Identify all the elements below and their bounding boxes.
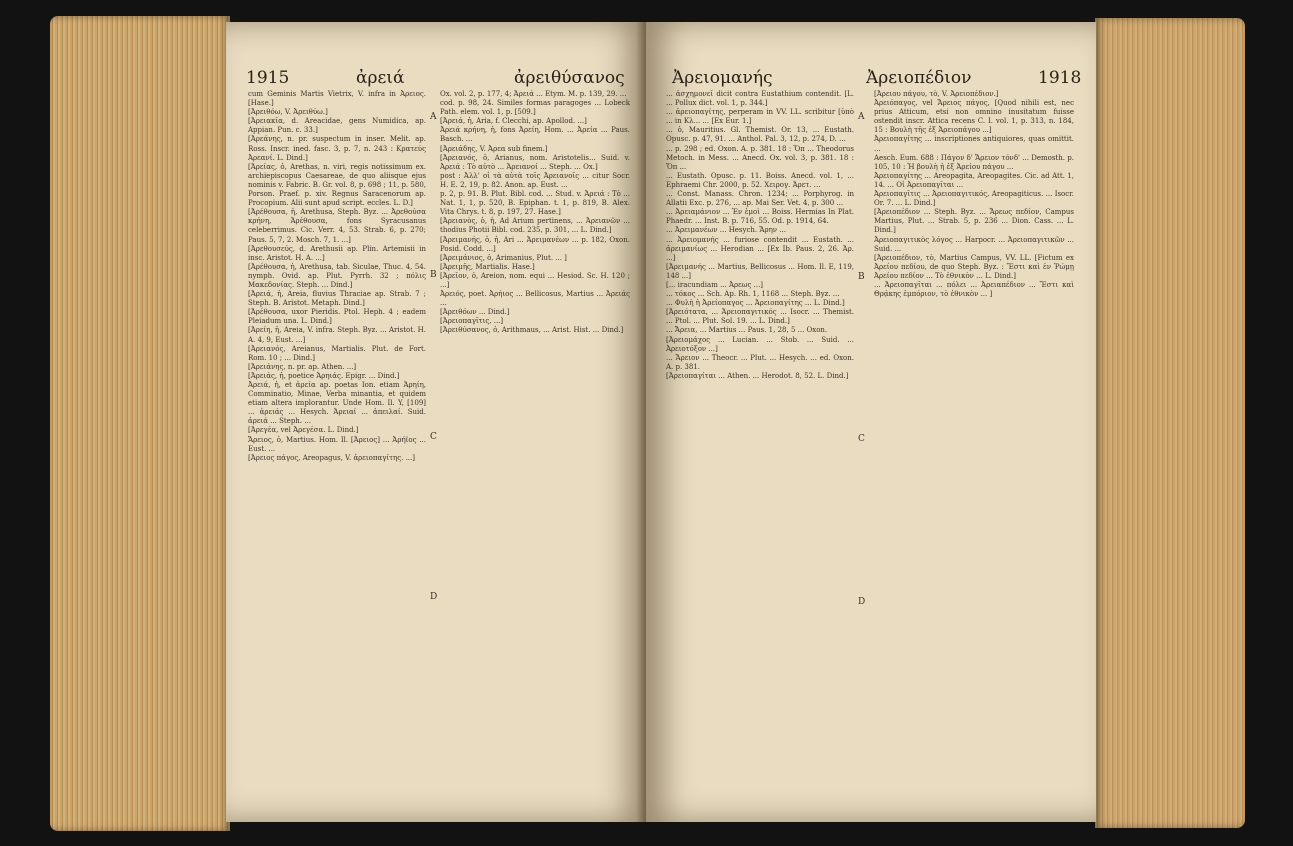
dictionary-entry: [Ἀρέθουσα, ἡ, Arethusa, tab. Siculae, Thuc. 4, 54. nymph. Ovid. ap. Plut. Pyrrh. 32 ; πόλις Μακεδονίας. Steph. ... Dind.] bbox=[248, 262, 426, 289]
dictionary-entry: cod. p. 98, 24. Similes formas paragoges ... Lobeck Path. elem. vol. 1, p. [509.] bbox=[440, 99, 630, 117]
dictionary-entry: ... Φυλὴ ἡ Ἀρείοπαγος ... Ἀρειοπαγίτης ... L. Dind.] bbox=[666, 299, 845, 308]
dictionary-entry: Ἀρειοπαγίτης ... inscriptiones antiquiores, quas omittit. ... bbox=[874, 135, 1074, 153]
dictionary-entry: [Ἀρείας, ὁ, Arethas, n. viri, regis notissimum ex. archiepiscopus Caesareae, de quo aliisque ejus nominis v. Fabric. B. Gr. vol. 8, p. 698 ; 11, p. 580, Porson. Praef. p. xiv. Regnus Saracenorum ap. Procopium. Alii sunt apud script. eccles. L. D.] bbox=[248, 162, 426, 208]
left-page-headword-2: ἀρειθύσανος bbox=[514, 68, 625, 88]
dictionary-entry: [Ἀρειότατα, ... Ἀρειοπαγιτικός ... Isocr. ... Themist. ... Ptol. ... Plut. Sol. 19. ... L. Dind.] bbox=[666, 308, 854, 326]
dictionary-entry: Ox. vol. 2, p. 177, 4; Ἀρειά ... Etym. M. p. 139, 29. ... bbox=[440, 90, 627, 98]
dictionary-entry: [Ἀρειοπέδιον ... Steph. Byz. ... Ἄρεως πεδίον, Campus Martius, Plut. ... Strab. 5, p. 236 ... Dion. Cass. ... L. Dind.] bbox=[874, 208, 1074, 235]
dictionary-entry: ... p. 298 ; ed. Oxon. A. p. 381. 18 : Ὅπ ... Theodorus Metoch. in Mess. ... Anecd. Ox. vol. 3, p. 381. 18 : Ὅπ ... bbox=[666, 144, 854, 171]
right-page-edges bbox=[1095, 18, 1245, 828]
dictionary-entry: p. 2, p. 91. B. Plut. Bibl. cod. ... Stud. v. Ἀρειά : Τὸ ... Nat. 1, 1, p. 520, B. Epiphan. t. 1, p. 819, B. Alex. Vita Chrys. t. 8, p. 197, 27. Hase.] bbox=[440, 190, 630, 217]
dictionary-entry: Ἀρειοπαγιτικὸς λόγος ... Harpocr. ... Ἀρειοπαγιτικῶν ... Suid. ... bbox=[874, 235, 1074, 253]
dictionary-entry: [Ἀρειανός, Areianus, Martialis. Plut. de Fort. Rom. 10 ; ... Dind.] bbox=[248, 344, 426, 362]
dictionary-entry: [Ἀρειμανής, ὁ, ἡ, Ari ... Ἀρειμανέων ... p. 182, Oxon. Posid. Codd. ...] bbox=[440, 235, 630, 253]
dictionary-entry: [Ἀρειθύσανος, ὁ, Arithmaus, ... Arist. Hist. ... Dind.] bbox=[440, 326, 624, 335]
dictionary-entry: [Ἀρειοπαγίται ... Athen. ... Herodot. 8, 52. L. Dind.] bbox=[666, 371, 849, 380]
dictionary-entry: [Ἀρειάδης, V. Ἀρεα sub finem.] bbox=[440, 144, 548, 153]
margin-letter: B bbox=[858, 272, 865, 282]
right-column-2 bbox=[874, 90, 1074, 810]
dictionary-entry: [Ἀρεάνης, n. pr. suspectum in inser. Melit. ap. Ross. Inscr. ined. fasc. 3, p. 7, n. 243 : Κρατεύς Ἀρεανί. L. Dind.] bbox=[248, 135, 426, 162]
dictionary-entry: [Ἀρειοπέδιον, τὸ, Martius Campus, VV. LL. [Fictum ex Ἀρείου πεδίου, de quo Steph. Byz. : Ἔστι καὶ ἐν Ῥώμῃ Ἀρείου πεδίον ... Τὸ ἐθνικὸν ... L. Dind.] bbox=[874, 253, 1074, 280]
dictionary-entry: Ἀρειόπαγος, vel Ἄρειος πάγος, [Quod nihili est, nec prius Atticum, etsi non omnino inusitatum fuisse ostendit inscr. Attica recens C. I. vol. 1, p. 313, n. 184, 15 : Βουλὴ τῆς ἐξ Ἀρειοπάγου ...] bbox=[874, 99, 1074, 135]
dictionary-entry: Ἀρειοπαγίτης ... Areopagita, Areopagites. Cic. ad Att. 1, 14. ... Οἱ Ἀρειοπαγῖται ... bbox=[874, 171, 1074, 189]
dictionary-entry: ... Ἀρειαμάνιον ... Ἐν ἐμοὶ ... Boiss. Hermias In Plat. Phaedr. ... Inst. B. p. 716, 55. Od. p. 1914, 64. bbox=[666, 208, 854, 226]
dictionary-entry: [Ἀρειοπαγῖτις, ...] bbox=[440, 317, 504, 326]
right-page bbox=[646, 22, 1096, 822]
dictionary-entry: [Ἀρειμῆς, Martialis. Hase.] bbox=[440, 262, 535, 271]
right-column-1 bbox=[666, 90, 854, 810]
left-page-headword-1: ἀρειά bbox=[356, 68, 405, 88]
dictionary-entry: ... Ἄρεια, ... Martius ... Paus. 1, 28, 5 ... Oxon. bbox=[666, 326, 828, 335]
dictionary-entry: [Ἀρειανός, ὁ, Arianus, nom. Aristotelis... Suid. v. Ἀρειά : Τὸ αὐτὸ ... Ἀρειανοί ... Steph. ... Ox.] bbox=[440, 153, 630, 171]
dictionary-entry: ... Ἀρειομανής ... furiose contendit ... Eustath. ... ἀρειμανίως ... Herodian ... [Ex Ib. Paus. 2, 26. Ἀρ. ...] bbox=[666, 235, 854, 262]
dictionary-entry: [Ἀρειανὸς, ὁ, ἡ, Ad Arium pertinens, ... Ἀρειανῶν ... thodius Photii Bibl. cod. 235, p. 301, ... L. Dind.] bbox=[440, 217, 630, 235]
dictionary-entry: ... τόκος ... Sch. Ap. Rh. 1, 1168 ... Steph. Byz. ... bbox=[666, 290, 840, 299]
dictionary-entry: [Ἀρειάς, ἡ, poetice Ἀρηιάς. Epigr. ... Dind.] bbox=[248, 371, 400, 380]
dictionary-entry: [Ἀρειά, ἡ, Areia, fluvius Thraciae ap. Strab. 7 ; Steph. B. Aristot. Metaph. Dind.] bbox=[248, 290, 426, 308]
dictionary-entry: [... iracundiam ... Ἀρεως ...] bbox=[666, 280, 764, 289]
dictionary-entry: ... Ἀρειοπαγῖται ... πόλει ... Ἀρειαπέδιον ... Ἔστι καὶ Θρᾴκης ἐμπόριον, τὸ ἐθνικὸν ... ] bbox=[874, 280, 1074, 299]
dictionary-entry: [Ἀρέθουσα, ἡ, Arethusa, Steph. Byz. ... Ἀρεθούσα κρήνη, Ἀρέθουσα, fons Syracusanus celeberrimus. Cic. Verr. 4, 53. Strab. 6, p. 270; Paus. 5, 7, 2. Mosch. 7, 1. ...] bbox=[248, 208, 426, 244]
dictionary-entry: [Ἀρειος πάγος, Areopagus, V. ἀρειοπαγίτης. ...] bbox=[248, 453, 415, 462]
dictionary-entry: [Ἀρειμάνιος, ὁ, Arimanius, Plut. ... ] bbox=[440, 253, 567, 262]
dictionary-entry: Ἀρειά κρήνη, ἡ, fons Ἀρείη, Hom. ... Ἀρεία ... Paus. Basch. ... bbox=[440, 126, 630, 144]
left-column-1 bbox=[248, 90, 426, 810]
dictionary-entry: post : Ἀλλ' οἱ τὰ αὐτὰ τοῖς Ἀρειανοῖς ... citur Socr. H. E. 2, 19, p. 82. Anon. ap. Eust. ... bbox=[440, 171, 630, 189]
dictionary-entry: ... Ἀρειμανέων ... Hesych. Ἄρην ... bbox=[666, 226, 786, 235]
dictionary-entry: ... ἀρειοπαγίτης, perperam in VV. LL. scribitur [ὑπὸ ... in Κλ... ... [Ex Eur. 1.] bbox=[666, 108, 854, 126]
margin-letter: C bbox=[858, 434, 865, 444]
dictionary-entry: [Ἀρειθόω, V. Ἀρειθύω.] bbox=[248, 108, 328, 117]
dictionary-entry: [Ἀρειθόων ... Dind.] bbox=[440, 308, 510, 317]
dictionary-entry: Ἄρειος, ὁ, Martius. Hom. Il. [Ἀρειος] ... Ἀρήϊος ... Eust. ... bbox=[248, 435, 426, 453]
dictionary-entry: Ἀρειός, poet. Ἀρήιος ... Bellicosus, Martius ... Ἀρειάς ... bbox=[440, 290, 630, 308]
dictionary-entry: [Ἀρειμανής ... Martius, Bellicosus ... Hom. Il. E, 119, 148 ...] bbox=[666, 262, 854, 280]
dictionary-entry: ... ἀσχημονεῖ dicit contra Eustathium contendit. [L. ... Pollux dict. vol. 1, p. 344.] bbox=[666, 90, 854, 108]
dictionary-entry: Ἀρειά, ἡ, et ἀρεία ap. poetas Ion. etiam Ἀρηίη, Comminatio, Minae, Verba minantia, et quidem etiam altera implorantur. Unde Hom. Il. Y, [109] ... ἀρειάς ... Hesych. Ἀρειαί ... ἀπειλαί. Suid. ἀρειά ... Steph. ... bbox=[248, 381, 426, 426]
margin-letter: A bbox=[858, 112, 865, 122]
right-page-headword-2: Ἀρειοπέδιον bbox=[866, 68, 972, 88]
margin-letter: C bbox=[430, 432, 437, 442]
right-page-headword-1: Ἀρειομανής bbox=[672, 68, 773, 88]
dictionary-entry: [Ἀρεῖον, ὁ, Areion, nom. equi ... Hesiod. Sc. H. 120 ; ...] bbox=[440, 271, 630, 289]
dictionary-entry: ... Ἄρειον ... Theocr. ... Plut. ... Hesych. ... ed. Oxon. A. p. 381. bbox=[666, 353, 854, 371]
dictionary-entry: [Ἀρειομάχος ... Lucian. ... Stob. ... Suid. ... Ἀρειοτόξον ...] bbox=[666, 335, 854, 353]
left-column-2 bbox=[440, 90, 630, 810]
dictionary-entry: ... Eustath. Opusc. p. 11. Boiss. Anecd. vol. 1, ... Ephraemi Chr. 2000, p. 52. Χειρογ. Ἀρετ. ... bbox=[666, 171, 854, 189]
dictionary-entry: [Ἀρείη, ἡ, Areia, V. infra. Steph. Byz. ... Aristot. H. A. 4, 9, Eust. ...] bbox=[248, 326, 426, 344]
margin-letter: B bbox=[430, 270, 437, 280]
dictionary-entry: [Ἀρειου πάγου, τὸ, V. Ἀρειοπέδιον.] bbox=[874, 90, 999, 98]
dictionary-entry: [Ἀρεγέα, vel Ἀρεγέσα. L. Dind.] bbox=[248, 426, 359, 435]
dictionary-entry: cum Geminis Martis Vietrix, V. infra in Ἀρειος. [Hase.] bbox=[248, 90, 426, 108]
margin-letter: D bbox=[858, 597, 866, 607]
dictionary-entry: [Ἀρειάνης, n. pr. ap. Athen. ...] bbox=[248, 362, 357, 371]
margin-letter: A bbox=[430, 112, 437, 122]
dictionary-entry: Aesch. Eum. 688 : Πάγον δ' Ἄρειον τόνδ' ... Demosth. p. 105, 10 : Ἡ βουλὴ ἡ ἐξ Ἀρείου πάγου ... bbox=[874, 153, 1074, 171]
dictionary-entry: [Ἀρεθουσεύς, d. Arethusii ap. Plin. Artemisii in insc. Aristot. H. A. ...] bbox=[248, 244, 426, 262]
dictionary-entry: ... ὁ, Mauritius. Gl. Themist. Or. 13, ... Eustath. Opusc. p. 47, 91. ... Anthol. Pal. 3, 12, p. 274, D. ... bbox=[666, 126, 854, 144]
dictionary-entry: [Ἀρειά, ἡ, Aria, f. Clecchi, ap. Apollod. ...] bbox=[440, 117, 587, 126]
margin-letter: D bbox=[430, 592, 438, 602]
dictionary-entry: [Ἀρειακῖα, d. Areacidae, gens Numidica, ap. Appian. Pun. c. 33.] bbox=[248, 117, 426, 135]
left-page bbox=[226, 22, 646, 822]
dictionary-entry: Ἀρειοπαγῖτις ... Ἀρειοπαγιτικός, Areopagiticus. ... Isocr. Or. 7. ... L. Dind.] bbox=[874, 190, 1074, 208]
left-page-number: 1915 bbox=[246, 68, 290, 88]
left-page-edges bbox=[50, 16, 230, 831]
right-page-number: 1918 bbox=[1038, 68, 1082, 88]
dictionary-entry: ... Const. Manass. Chron. 1234; ... Porphyrog. in Allatii Exc. p. 276, ... ap. Mai Ser. Vet. 4, p. 300 ... bbox=[666, 190, 854, 208]
dictionary-entry: [Ἀρέθουσα, uxor Pieridis. Ptol. Heph. 4 ; eadem Pleiadum una. L. Dind.] bbox=[248, 308, 426, 326]
